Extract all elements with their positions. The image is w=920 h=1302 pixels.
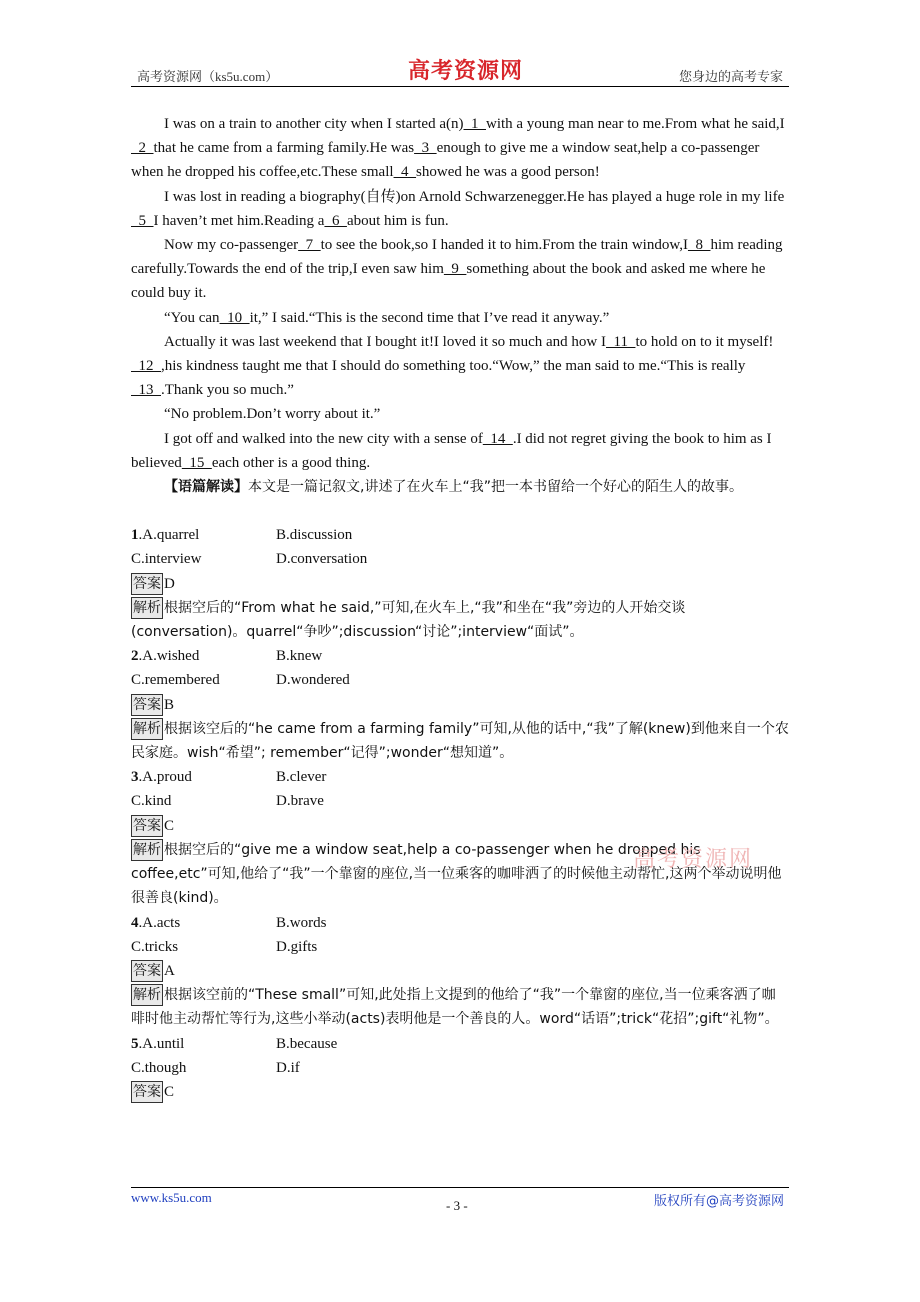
blank-2: 2 [131, 140, 154, 157]
answer-tag: 答案 [131, 1081, 163, 1103]
analysis-tag: 解析 [131, 597, 163, 619]
passage-paragraph-6: “No problem.Don’t worry about it.” [164, 406, 381, 423]
blank-9: 9 [443, 261, 467, 278]
passage-paragraph-4: “You can 10 it,” I said.“This is the second time that I’ve read it anyway.” [164, 309, 610, 326]
passage-paragraph-2: I was lost in reading a biography(自传)on Arnold Schwarzenegger.He has played a huge role in my life 5 I haven’t met him.Reading a 6 about him is fun. [131, 188, 785, 229]
question-1-options-row-1: 1.A.quarrel B.discussion [131, 527, 353, 544]
question-number: 5 [131, 1035, 139, 1052]
question-3-answer: 答案 C [131, 814, 789, 838]
footer-copyright: 版权所有@高考资源网 [653, 1194, 784, 1209]
passage-paragraph-5: Actually it was last weekend that I bought it!I loved it so much and how I 11 to hold on to it myself! 12 ,his kindness taught me that I should do something too.“Wow,” the man said to me.“This is really 13 .Thank you so much.” [131, 333, 774, 399]
question-4-analysis: 解析 根据该空前的“These small”可知,此处指上文提到的他给了“我”一个靠窗的座位,当一位乘客洒了咖啡时他主动帮忙等行为,这些小举动(acts)表明他是一个善良的人。word“话语”;trick“花招”;gift“礼物”。 [131, 983, 789, 1031]
blank-1: 1 [463, 116, 486, 132]
question-2-options-row-1: 2.A.wished B.knew [131, 648, 323, 665]
blank-13: 13 [131, 382, 161, 399]
passage-paragraph-3: Now my co-passenger 7 to see the book,so I handed it to him.From the train window,I 8 him reading carefully.Towards the end of the trip,I even saw him 9 something about the book and asked me where he could buy it. [131, 237, 783, 302]
reading-note: 【语篇解读】本文是一篇记叙文,讲述了在火车上“我”把一本书留给一个好心的陌生人的故事。 [164, 479, 743, 496]
passage-paragraph-1: I was on a train to another city when I started a(n) 1 with a young man near to me.From what he said,I 2 that he came from a farming family.He was 3 enough to give me a window seat,help a co-passenger when he dropped his coffee,etc.These small 4 showed he was a good person! [131, 116, 785, 181]
question-3-analysis: 解析 根据空后的“give me a window seat,help a co-passenger when he dropped his coffee,etc”可知,他给了“我”一个靠窗的座位,当一位乘客的咖啡洒了的时候他主动帮忙,这两个举动说明他很善良(kind)。 [131, 838, 789, 911]
question-number: 2 [131, 648, 139, 665]
question-1-answer: 答案 D [131, 572, 789, 596]
header-divider [131, 86, 789, 87]
question-2-options-row-2: C.remembered D.wondered [131, 672, 350, 689]
header-slogan: 您身边的高考专家 [678, 69, 783, 84]
analysis-tag: 解析 [131, 839, 163, 861]
document-body [131, 112, 789, 1104]
header-site-name: 高考资源网（ks5u.com） [137, 69, 279, 84]
question-number: 4 [131, 914, 139, 931]
question-1-analysis: 解析 根据空后的“From what he said,”可知,在火车上,“我”和坐在“我”旁边的人开始交谈(conversation)。quarrel“争吵”;discussion“讨论”;interview“面试”。 [131, 596, 789, 644]
footer-divider [131, 1187, 789, 1188]
question-number: 3 [131, 769, 139, 786]
question-5-options-row-1: 5.A.until B.because [131, 1035, 338, 1052]
header-logo: 高考资源网 [408, 58, 524, 84]
answer-tag: 答案 [131, 573, 163, 595]
question-3-options-row-2: C.kind D.brave [131, 793, 324, 810]
blank-10: 10 [219, 309, 250, 326]
blank-12: 12 [131, 358, 161, 375]
blank-15: 15 [181, 454, 212, 471]
blank-6: 6 [324, 212, 347, 229]
blank-5: 5 [131, 212, 154, 229]
question-5-options-row-2: C.though D.if [131, 1059, 300, 1076]
question-4-answer: 答案 A [131, 959, 789, 983]
passage-paragraph-7: I got off and walked into the new city with a sense of 14 .I did not regret giving the book to him as I believed 15 each other is a good thing. [131, 430, 772, 471]
blank-11: 11 [606, 333, 636, 350]
question-1-options-row-2: C.interview D.conversation [131, 551, 368, 568]
watermark: 高考资源网 [633, 847, 754, 872]
blank-14: 14 [482, 430, 513, 447]
question-5-answer: 答案 C [131, 1080, 789, 1104]
question-2-analysis: 解析 根据该空后的“he came from a farming family”可知,从他的话中,“我”了解(knew)到他来自一个农民家庭。wish“希望”; remember“记得”;wonder“想知道”。 [131, 717, 789, 765]
analysis-tag: 解析 [131, 718, 163, 740]
answer-tag: 答案 [131, 960, 163, 982]
blank-8: 8 [687, 237, 711, 254]
question-2-answer: 答案 B [131, 693, 789, 717]
footer-site-link[interactable]: www.ks5u.com [131, 1190, 212, 1205]
question-3-options-row-1: 3.A.proud B.clever [131, 769, 327, 786]
blank-4: 4 [393, 164, 417, 181]
question-number: 1 [131, 527, 139, 544]
blank-3: 3 [414, 140, 437, 157]
analysis-tag: 解析 [131, 984, 163, 1006]
blank-7: 7 [298, 237, 321, 254]
question-4-options-row-1: 4.A.acts B.words [131, 914, 327, 931]
answer-tag: 答案 [131, 694, 163, 716]
question-4-options-row-2: C.tricks D.gifts [131, 938, 318, 955]
answer-tag: 答案 [131, 815, 163, 837]
page-number: - 3 - [446, 1198, 468, 1213]
